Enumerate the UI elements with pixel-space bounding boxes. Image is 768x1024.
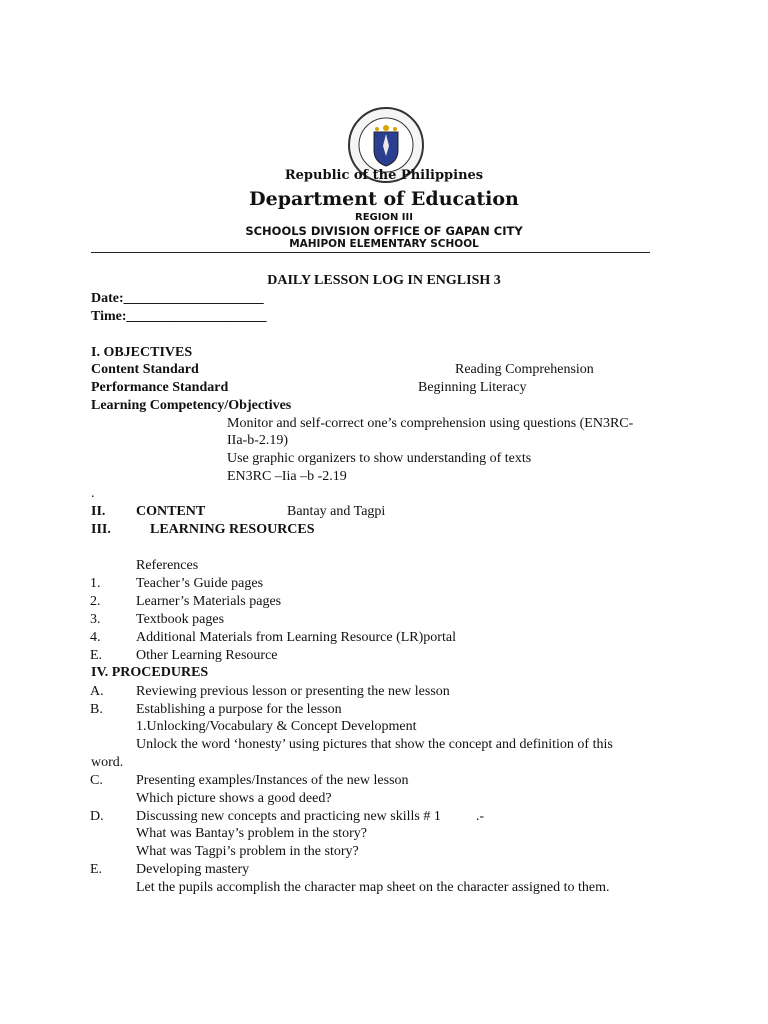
procedure-letter: A. xyxy=(90,684,104,699)
competency-line: IIa-b-2.19) xyxy=(227,433,289,448)
resource-item: Other Learning Resource xyxy=(136,648,278,663)
header-department: Department of Education xyxy=(249,188,519,210)
header-republic: Republic of the Philippines xyxy=(284,168,484,183)
procedure-detail: What was Tagpi’s problem in the story? xyxy=(136,844,359,859)
procedure-step: Developing mastery xyxy=(136,862,250,877)
resource-item-number: 3. xyxy=(90,612,101,627)
resources-number: III. xyxy=(91,522,111,537)
procedure-detail: word. xyxy=(91,755,124,770)
header-divider xyxy=(91,252,650,253)
content-heading: CONTENT xyxy=(136,504,206,519)
procedure-step: Establishing a purpose for the lesson xyxy=(136,702,342,717)
procedures-heading: IV. PROCEDURES xyxy=(91,665,209,680)
references-label: References xyxy=(136,558,199,573)
content-standard-label: Content Standard xyxy=(91,362,199,377)
competency-line: EN3RC –Iia –b -2.19 xyxy=(227,469,347,484)
header-school: MAHIPON ELEMENTARY SCHOOL xyxy=(289,238,479,250)
date-field: Date:____________________ xyxy=(91,291,264,306)
performance-standard-label: Performance Standard xyxy=(91,380,229,395)
procedure-letter: D. xyxy=(90,809,104,824)
objectives-heading: I. OBJECTIVES xyxy=(91,345,193,360)
procedure-detail: Unlock the word ‘honesty’ using pictures that show the concept and definition of this xyxy=(136,737,613,752)
resource-item-number: 1. xyxy=(90,576,101,591)
content-number: II. xyxy=(91,504,106,519)
procedure-letter: C. xyxy=(90,773,103,788)
procedure-detail: Let the pupils accomplish the character map sheet on the character assigned to them. xyxy=(136,880,610,895)
procedure-detail: Which picture shows a good deed? xyxy=(136,791,332,806)
header-region: REGION III xyxy=(355,212,413,223)
procedure-step: Reviewing previous lesson or presenting the new lesson xyxy=(136,684,450,699)
competency-line: Monitor and self-correct one’s comprehension using questions (EN3RC- xyxy=(227,416,634,431)
procedure-detail: What was Bantay’s problem in the story? xyxy=(136,826,367,841)
resource-item: Learner’s Materials pages xyxy=(136,594,282,609)
resources-heading: LEARNING RESOURCES xyxy=(150,522,315,537)
resource-item: Textbook pages xyxy=(136,612,225,627)
performance-standard-value: Beginning Literacy xyxy=(418,380,527,395)
procedure-letter: E. xyxy=(90,862,103,877)
competency-label: Learning Competency/Objectives xyxy=(91,398,292,413)
content-value: Bantay and Tagpi xyxy=(287,504,386,519)
procedure-step: Presenting examples/Instances of the new lesson xyxy=(136,773,409,788)
resource-item-number: 4. xyxy=(90,630,101,645)
resource-item-number: 2. xyxy=(90,594,101,609)
stray-dot: . xyxy=(91,486,95,501)
time-field: Time:____________________ xyxy=(91,309,267,324)
procedure-step: Discussing new concepts and practicing new skills # 1 .- xyxy=(136,809,484,824)
header-division: SCHOOLS DIVISION OFFICE OF GAPAN CITY xyxy=(245,224,523,238)
procedure-letter: B. xyxy=(90,702,103,717)
procedure-detail: 1.Unlocking/Vocabulary & Concept Development xyxy=(136,719,417,734)
content-standard-value: Reading Comprehension xyxy=(455,362,594,377)
resource-item: Additional Materials from Learning Resource (LR)portal xyxy=(136,630,456,645)
competency-line: Use graphic organizers to show understanding of texts xyxy=(227,451,532,466)
resource-item: Teacher’s Guide pages xyxy=(136,576,264,591)
resource-item-number: E. xyxy=(90,648,103,663)
page-title: DAILY LESSON LOG IN ENGLISH 3 xyxy=(267,273,501,288)
